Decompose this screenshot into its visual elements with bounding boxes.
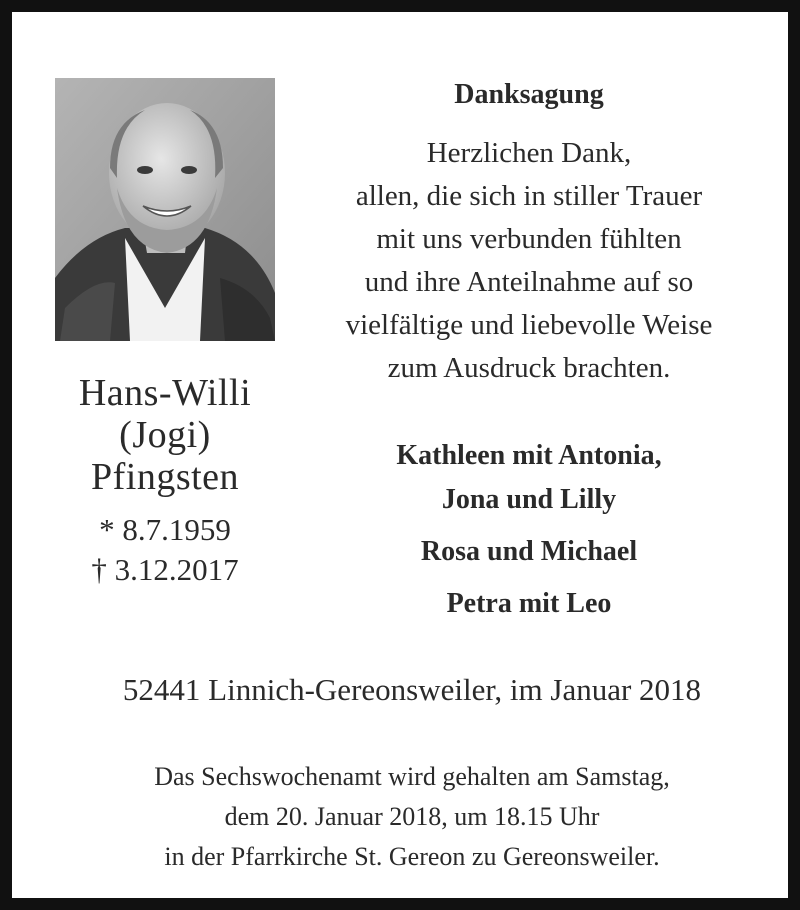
family-line: Kathleen mit Antonia, bbox=[396, 440, 662, 471]
deceased-last-name: Pfingsten bbox=[90, 456, 240, 498]
birth-date: * 8.7.1959 bbox=[99, 512, 231, 547]
portrait-photo-icon bbox=[55, 78, 275, 341]
deceased-nickname: (Jogi) bbox=[119, 414, 211, 456]
thanks-line: mit uns verbunden fühlten bbox=[376, 223, 682, 255]
deceased-first-name: Hans-Willi bbox=[78, 372, 252, 414]
death-date: † 3.12.2017 bbox=[91, 552, 239, 587]
thanks-section bbox=[294, 78, 764, 626]
family-line: Petra mit Leo bbox=[446, 588, 612, 619]
thanks-line: zum Ausdruck brachten. bbox=[387, 352, 671, 384]
thanks-line: vielfältige und liebevolle Weise bbox=[345, 309, 713, 341]
thanks-line: Herzlichen Dank, bbox=[426, 137, 632, 169]
service-line: dem 20. Januar 2018, um 18.15 Uhr bbox=[224, 802, 600, 831]
place-and-date: 52441 Linnich-Gereonsweiler, im Januar 2018 bbox=[122, 672, 702, 707]
family-line: Jona und Lilly bbox=[441, 484, 617, 515]
family-signatures bbox=[294, 434, 764, 626]
family-line: Rosa und Michael bbox=[420, 536, 638, 567]
service-announcement bbox=[32, 757, 792, 877]
service-line: in der Pfarrkirche St. Gereon zu Gereonsweiler. bbox=[164, 842, 660, 871]
deceased-info bbox=[42, 372, 288, 588]
thanks-heading: Danksagung bbox=[454, 79, 604, 110]
thanks-line: allen, die sich in stiller Trauer bbox=[355, 180, 703, 212]
thanks-line: und ihre Anteilnahme auf so bbox=[364, 266, 694, 298]
portrait-photo bbox=[55, 78, 275, 341]
service-line: Das Sechswochenamt wird gehalten am Samstag, bbox=[154, 762, 670, 791]
